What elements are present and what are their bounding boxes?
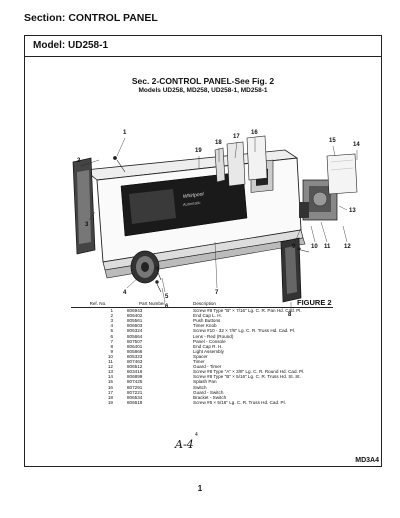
callout-4: 4 xyxy=(123,290,127,296)
ref-cell: 11 xyxy=(108,359,113,365)
description-cell: Spacer xyxy=(193,353,208,359)
callout-5: 5 xyxy=(165,294,169,300)
description-cell: Guard - Timer xyxy=(193,364,222,370)
part-number-cell: 806512 xyxy=(127,364,143,370)
description-cell: Screw #8 Type "A" × 3/8" Lg. C. R. Round Hd. Cad. Pl. xyxy=(193,369,305,375)
svg-text:Whirlpool: Whirlpool xyxy=(182,191,204,200)
ref-cell: 7 xyxy=(110,338,113,344)
ref-cell: 19 xyxy=(107,399,113,405)
part-number-cell: 807463 xyxy=(127,359,143,365)
part-number-cell: 807291 xyxy=(127,384,143,390)
part-number-cell: 807507 xyxy=(127,338,143,344)
console-panel xyxy=(85,150,305,278)
callout-15: 15 xyxy=(329,138,336,144)
diagram-subtitle: Models UD258, MD258, UD258-1, MD258-1 xyxy=(138,87,268,94)
callout-2: 2 xyxy=(77,158,81,164)
ref-cell: 13 xyxy=(107,369,113,375)
ref-cell: 9 xyxy=(110,348,113,354)
splash-pan xyxy=(327,154,357,194)
table-row xyxy=(71,328,333,333)
callout-7: 7 xyxy=(215,290,219,296)
ref-cell: 17 xyxy=(107,389,113,395)
callout-3: 3 xyxy=(85,222,89,228)
diagram-title: Sec. 2-CONTROL PANEL-See Fig. 2 xyxy=(131,76,275,86)
figure-label: FIGURE 2 xyxy=(297,298,332,307)
part-number-cell: 806401 xyxy=(127,343,143,349)
part-number-cell: 806899 xyxy=(127,374,143,380)
ref-cell: 14 xyxy=(107,374,113,380)
ref-cell: 1 xyxy=(110,308,113,314)
model-label: Model: UD258-1 xyxy=(33,40,109,51)
ref-cell: 10 xyxy=(107,353,113,359)
callout-12: 12 xyxy=(344,244,351,250)
handwritten-page-mark: A-4 xyxy=(175,438,194,451)
part-number-cell: 806534 xyxy=(127,394,143,400)
ref-cell: 5 xyxy=(110,328,113,334)
description-cell: Light Assembly xyxy=(193,348,224,354)
header-part: Part Number xyxy=(125,301,179,308)
parts-table xyxy=(71,301,333,405)
ref-cell: 6 xyxy=(110,333,113,339)
callout-14: 14 xyxy=(353,142,360,148)
svg-text:Automatic: Automatic xyxy=(182,199,201,207)
description-cell: Screw #6 × 5/16" Lg. C. R. Truss Hd. Cad. Pl. xyxy=(193,399,286,405)
ref-cell: 15 xyxy=(107,379,113,385)
description-cell: Panel - Console xyxy=(193,338,226,344)
description-cell: Screw #10 - 32 × 7/8" Lg. C. R. Truss Hd. Cad. Pl. xyxy=(193,328,296,334)
callout-19: 19 xyxy=(195,148,202,154)
parts-table-body xyxy=(71,308,333,405)
part-number-cell: 805561 xyxy=(127,318,143,324)
callout-13: 13 xyxy=(349,208,356,214)
model-header xyxy=(25,36,381,57)
switch-assembly xyxy=(215,136,267,186)
part-number-cell: 806943 xyxy=(127,308,143,314)
ref-cell: 4 xyxy=(110,323,113,329)
ref-cell: 2 xyxy=(110,313,113,319)
description-cell: Timer Knob xyxy=(193,323,217,329)
description-cell: Splash Pan xyxy=(193,379,217,385)
end-cap-right xyxy=(281,238,301,302)
callout-17: 17 xyxy=(233,134,240,140)
section-title: Section: CONTROL PANEL xyxy=(24,12,158,24)
callout-6: 6 xyxy=(165,304,169,310)
part-number-cell: 807425 xyxy=(127,379,143,385)
part-number-cell: 803416 xyxy=(127,369,143,375)
callout-11: 11 xyxy=(324,244,331,250)
timer-knob xyxy=(131,251,159,283)
part-number-cell: 806618 xyxy=(127,399,143,405)
table-row xyxy=(71,400,333,405)
description-cell: Timer xyxy=(193,359,205,365)
exploded-parts-diagram xyxy=(65,102,365,322)
description-cell: Screw #8 Type "B" × 7/16" Lg. C. R. Pan Hd. Cad. Pl. xyxy=(193,308,302,314)
part-number-cell: 805664 xyxy=(127,333,143,339)
description-cell: Lens - Red (Round) xyxy=(193,333,234,339)
ref-cell: 16 xyxy=(107,384,113,390)
ref-cell: 12 xyxy=(107,364,113,370)
part-number-cell: 805323 xyxy=(127,353,143,359)
callout-9: 9 xyxy=(292,244,296,250)
description-cell: Bracket - Switch xyxy=(193,394,227,400)
ref-cell: 18 xyxy=(107,394,113,400)
header-description: Description xyxy=(179,301,333,308)
ref-cell: 8 xyxy=(110,343,113,349)
page-number: 1 xyxy=(197,484,203,493)
header-ref: Ref. No. xyxy=(71,301,125,308)
description-cell: Screw #8 Type "B" × 5/16" Lg. C. R. Truss Hd. St. St. xyxy=(193,374,301,380)
document-frame xyxy=(24,35,382,467)
description-cell: End Cap R. H. xyxy=(193,343,223,349)
description-cell: Switch xyxy=(193,384,207,390)
callout-10: 10 xyxy=(311,244,318,250)
parts-table-header xyxy=(71,301,333,308)
end-cap-left xyxy=(73,158,95,254)
part-number-cell: 806402 xyxy=(127,313,143,319)
part-number-cell: 805866 xyxy=(127,348,143,354)
ref-cell: 3 xyxy=(110,318,113,324)
callout-16: 16 xyxy=(251,130,258,136)
description-cell: End Cap L. H. xyxy=(193,313,222,319)
part-number-cell: 807221 xyxy=(127,389,143,395)
description-cell: Guard - Switch xyxy=(193,389,224,395)
tiny-mark: 4 xyxy=(195,432,198,438)
callout-1: 1 xyxy=(123,130,127,136)
description-cell: Push Buttons xyxy=(193,318,221,324)
part-number-cell: 806603 xyxy=(127,323,143,329)
callout-18: 18 xyxy=(215,140,222,146)
callout-8: 8 xyxy=(288,312,292,318)
part-number-cell: 806324 xyxy=(127,328,143,334)
document-code: MD3A4 xyxy=(355,457,379,464)
